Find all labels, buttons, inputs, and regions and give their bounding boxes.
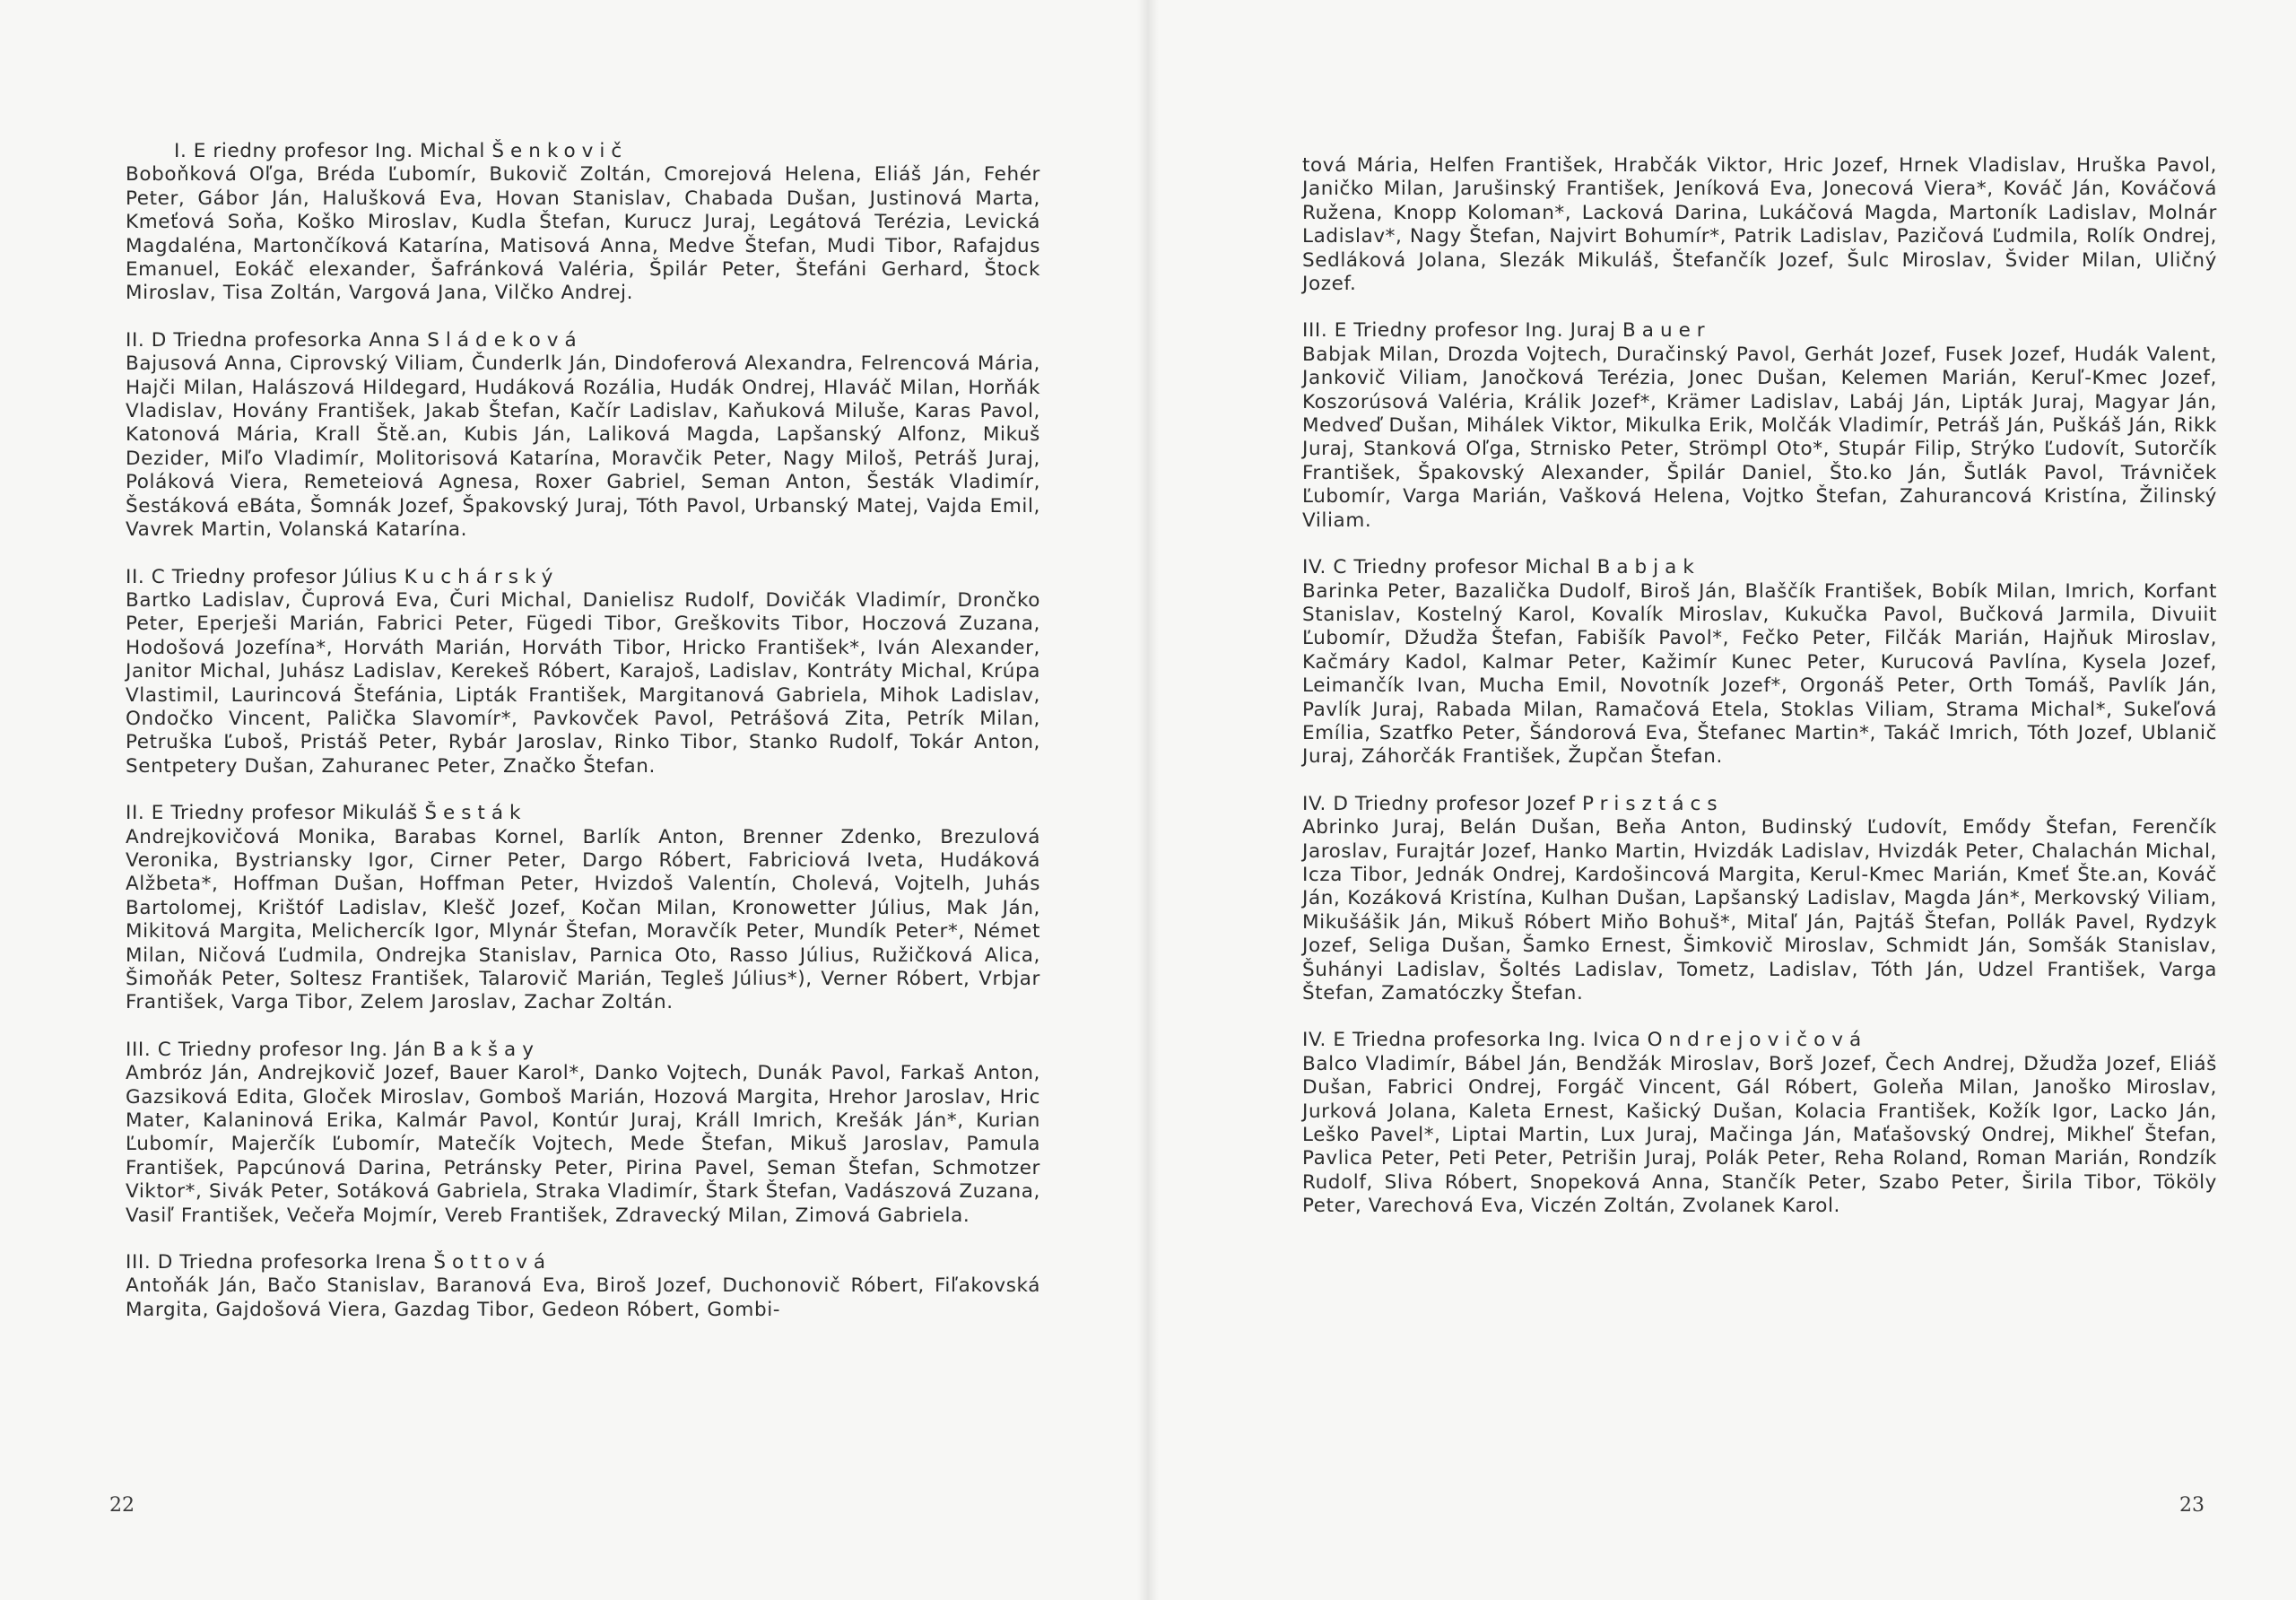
teacher-surname: Ondrejovičová (1647, 1029, 1868, 1052)
class-section (1302, 319, 2217, 533)
student-list: tová Mária, Helfen František, Hrabčák Viktor, Hric Jozef, Hrnek Vladislav, Hruška Pavol, Janičko Milan, Jarušinský František, Jeníková Eva, Jonecová Viera*, Kováč Ján, Kováčová Ružena, Knopp Koloman*, Lacková Darina, Lukáčová Magda, Martoník Ladislav, Molnár Ladislav*, Nagy Štefan, Najvirt Bohumír*, Patrik Ladislav, Pazičová Ľudmila, Rolík Ondrej, Sedláková Jolana, Slezák Mikuláš, Štefančík Jozef, Šulc Miroslav, Švider Milan, Uličný Jozef. (1302, 154, 2217, 296)
class-heading (1302, 319, 2217, 343)
student-list: Barinka Peter, Bazalička Dudolf, Biroš Ján, Blaščík František, Bobík Milan, Imrich, Korfant Stanislav, Kostelný Karol, Kovalík Miroslav, Kukučka Pavol, Bučková Jarmila, Divuiit Ľubomír, Džudža Štefan, Fabišík Pavol*, Fečko Peter, Filčák Marián, Hajňuk Miroslav, Kačmáry Kadol, Kalmar Peter, Kažimír Kunec Peter, Kurucová Pavlína, Kysela Jozef, Leimančík Ivan, Mucha Emil, Novotník Jozef*, Orgonáš Peter, Orth Tomáš, Pavlík Ján, Pavlík Juraj, Rabada Milan, Ramačová Etela, Stoklas Viliam, Strama Michal*, Sukeľová Emília, Szatfko Peter, Šándorová Eva, Štefanec Martin*, Takáč Imrich, Tóth Jozef, Ublanič Juraj, Záhorčák František, Župčan Štefan. (1302, 579, 2217, 769)
page-number: 23 (2179, 1494, 2205, 1517)
class-heading (1302, 556, 2217, 579)
teacher-surname: Bakšay (432, 1038, 540, 1061)
class-section (126, 140, 1040, 306)
teacher-surname: Šesták (424, 802, 527, 825)
class-heading (126, 1039, 1040, 1062)
student-list: Ambróz Ján, Andrejkovič Jozef, Bauer Karol*, Danko Vojtech, Dunák Pavol, Farkaš Anton, Gazsiková Edita, Gloček Miroslav, Gomboš Marián, Hozová Margita, Hrehor Jaroslav, Hric Mater, Kalaninová Erika, Kalmár Pavol, Kontúr Juraj, Králl Imrich, Krešák Ján*, Kurian Ľubomír, Majerčík Ľubomír, Matečík Vojtech, Mede Štefan, Mikuš Jaroslav, Pamula František, Papcúnová Darina, Petránsky Peter, Pirina Pavel, Seman Štefan, Schmotzer Viktor*, Sivák Peter, Sotáková Gabriela, Straka Vladimír, Štark Štefan, Vadászová Zuzana, Vasiľ František, Večeřa Mojmír, Vereb František, Zdravecký Milan, Zimová Gabriela. (126, 1062, 1040, 1227)
student-list: Bartko Ladislav, Čuprová Eva, Čuri Michal, Danielisz Rudolf, Dovičák Vladimír, Drončko Peter, Eperješi Marián, Fabrici Peter, Fügedi Tibor, Greškovits Tibor, Hoczová Zuzana, Hodošová Jozefína*, Horváth Marián, Horváth Tibor, Hricko František*, Iván Alexander, Janitor Michal, Juhász Ladislav, Kerekeš Róbert, Karajoš, Ladislav, Kontráty Michal, Krúpa Vlastimil, Laurincová Štefánia, Lipták František, Margitanová Gabriela, Mihok Ladislav, Ondočko Vincent, Palička Slavomír*, Pavkovček Pavol, Petrášová Zita, Petrík Milan, Petruška Ľuboš, Pristáš Peter, Rybár Jaroslav, Rinko Tibor, Stanko Rudolf, Tokár Anton, Sentpetery Dušan, Zahuranec Peter, Značko Štefan. (126, 588, 1040, 778)
class-teacher: III. C Triedny profesor Ing. Ján (126, 1038, 433, 1061)
class-section (126, 1251, 1040, 1322)
teacher-surname: Prisztács (1582, 792, 1724, 815)
student-list: Boboňková Oľga, Bréda Ľubomír, Bukovič Zoltán, Cmorejová Helena, Eliáš Ján, Fehér Peter, Gábor Ján, Halušková Eva, Hovan Stanislav, Chabada Dušan, Justinová Marta, Kmeťová Soňa, Koško Miroslav, Kudla Štefan, Kurucz Juraj, Legátová Terézia, Levická Magdaléna, Martončíková Katarína, Matisová Anna, Medve Štefan, Mudi Tibor, Rafajdus Emanuel, Eokáč elexander, Šafránková Valéria, Špilár Peter, Štefáni Gerhard, Štock Miroslav, Tisa Zoltán, Vargová Jana, Vilčko Andrej. (126, 163, 1040, 305)
class-heading (126, 140, 1040, 163)
teacher-surname: Kuchárský (404, 565, 560, 588)
student-list: Balco Vladimír, Bábel Ján, Bendžák Miroslav, Borš Jozef, Čech Andrej, Džudža Jozef, Eliáš Dušan, Fabrici Ondrej, Forgáč Vincent, Gál Róbert, Goleňa Milan, Janoško Miroslav, Jurková Jolana, Kaleta Ernest, Kašický Dušan, Kolacia František, Kožík Igor, Lacko Ján, Leško Pavel*, Liptai Martin, Lux Juraj, Mačinga Ján, Maťašovský Ondrej, Mikheľ Štefan, Pavlica Peter, Peti Peter, Petrišin Juraj, Polák Peter, Reha Roland, Roman Marián, Rondzík Rudolf, Sliva Róbert, Snopeková Anna, Stančík Peter, Szabo Peter, Širila Tibor, Tököly Peter, Varechová Eva, Viczén Zoltán, Zvolanek Karol. (1302, 1052, 2217, 1218)
teacher-surname: Sládeková (427, 328, 583, 352)
class-heading (126, 1251, 1040, 1274)
right-page-column (1302, 154, 2217, 1242)
class-heading (1302, 793, 2217, 816)
class-teacher: IV. E Triedna profesorka Ing. Ivica (1302, 1029, 1648, 1052)
student-list: Antoňák Ján, Bačo Stanislav, Baranová Eva, Biroš Jozef, Duchonovič Róbert, Fiľakovská Margita, Gajdošová Viera, Gazdag Tibor, Gedeon Róbert, Gombi- (126, 1274, 1040, 1321)
left-page-column (126, 140, 1040, 1345)
class-teacher: IV. D Triedny profesor Jozef (1302, 792, 1582, 815)
teacher-surname: Šenkovič (491, 140, 629, 162)
class-teacher: IV. C Triedny profesor Michal (1302, 556, 1597, 579)
class-section-continued (1302, 154, 2217, 296)
class-heading (126, 566, 1040, 589)
right-page (1148, 0, 2296, 1600)
class-teacher: III. E Triedny profesor Ing. Juraj (1302, 319, 1623, 343)
class-section (1302, 793, 2217, 1006)
book-gutter (1137, 0, 1159, 1600)
class-heading (126, 802, 1040, 825)
class-heading (126, 329, 1040, 352)
class-teacher: II. E Triedny profesor Mikuláš (126, 802, 425, 825)
class-section (1302, 1029, 2217, 1218)
teacher-surname: Bauer (1622, 319, 1711, 343)
class-section (126, 1039, 1040, 1228)
teacher-surname: Babjak (1596, 556, 1700, 579)
student-list: Abrinko Juraj, Belán Dušan, Beňa Anton, Budinský Ľudovít, Emődy Štefan, Ferenčík Jaroslav, Furajtár Jozef, Hanko Martin, Hvizdák Ladislav, Hvizdák Peter, Chalachán Michal, Icza Tibor, Jednák Ondrej, Kardošincová Margita, Kerul-Kmec Marián, Kmeť Šte.an, Kováč Ján, Kozáková Kristína, Kulhan Dušan, Lapšanský Ladislav, Magda Ján*, Merkovský Viliam, Mikušášik Ján, Mikuš Róbert Miňo Bohuš*, Mitaľ Ján, Pajtáš Štefan, Pollák Pavel, Rydzyk Jozef, Seliga Dušan, Šamko Ernest, Šimkovič Miroslav, Schmidt Ján, Somšák Stanislav, Šuhányi Ladislav, Šoltés Ladislav, Tometz, Ladislav, Tóth Ján, Udzel František, Varga Štefan, Zamatóczky Štefan. (1302, 816, 2217, 1004)
page-number: 22 (109, 1494, 135, 1517)
class-heading (1302, 1029, 2217, 1052)
student-list: Andrejkovičová Monika, Barabas Kornel, Barlík Anton, Brenner Zdenko, Brezulová Veronika, Bystriansky Igor, Cirner Peter, Dargo Róbert, Fabriciová Iveta, Hudáková Alžbeta*, Hoffman Dušan, Hoffman Peter, Hvizdoš Valentín, Cholevá, Vojtelh, Juhás Bartolomej, Krištóf Ladislav, Klešč Jozef, Kočan Milan, Kronowetter Július, Mak Ján, Mikitová Margita, Melichercík Igor, Mlynár Štefan, Moravčík Peter, Mundík Peter*, Német Milan, Ničová Ľudmila, Ondrejka Stanislav, Parnica Oto, Rasso Július, Ružičková Alica, Šimoňák Peter, Soltesz František, Talarovič Marián, Tegleš Július*), Verner Róbert, Vrbjar František, Varga Tibor, Zelem Jaroslav, Zachar Zoltán. (126, 825, 1040, 1014)
class-section (126, 802, 1040, 1015)
class-section (126, 566, 1040, 779)
class-teacher: I. E riedny profesor Ing. Michal (174, 140, 492, 162)
student-list: Bajusová Anna, Ciprovský Viliam, Čunderlk Ján, Dindoferová Alexandra, Felrencová Mária, Hajči Milan, Halászová Hildegard, Hudáková Rozália, Hudák Ondrej, Hlaváč Milan, Horňák Vladislav, Hovány František, Jakab Štefan, Kačír Ladislav, Kaňuková Miluše, Karas Pavol, Katonová Mária, Krall Ště.an, Kubis Ján, Laliková Magda, Lapšanský Alfonz, Mikuš Dezider, Miľo Vladimír, Molitorisová Katarína, Moravčik Peter, Nagy Miloš, Petráš Juraj, Poláková Viera, Remeteiová Agnesa, Roxer Gabriel, Seman Anton, Šesták Vladimír, Šestáková eBáta, Šomnák Jozef, Špakovský Juraj, Tóth Pavol, Urbanský Matej, Vajda Emil, Vavrek Martin, Volanská Katarína. (126, 352, 1040, 542)
class-teacher: II. C Triedny profesor Július (126, 565, 404, 588)
teacher-surname: Šottová (433, 1251, 552, 1274)
student-list: Babjak Milan, Drozda Vojtech, Duračinský Pavol, Gerhát Jozef, Fusek Jozef, Hudák Valent, Jankovič Viliam, Janočková Terézia, Jonec Dušan, Kelemen Marián, Keruľ-Kmec Jozef, Koszorúsová Valéria, Králik Jozef*, Krämer Ladislav, Labáj Ján, Lipták Juraj, Magyar Ján, Medveď Dušan, Mihálek Viktor, Mikulka Erik, Molčák Vladimír, Petráš Ján, Puškáš Ján, Rikk Juraj, Stanková Oľga, Strnisko Peter, Strömpl Oto*, Stupár Filip, Strýko Ľudovít, Sutorčík František, Špakovský Alexander, Špilár Daniel, Što.ko Ján, Šutlák Pavol, Trávniček Ľubomír, Varga Marián, Vašková Helena, Vojtko Štefan, Zahurancová Kristína, Žilinský Viliam. (1302, 343, 2217, 532)
class-teacher: II. D Triedna profesorka Anna (126, 328, 428, 352)
class-section (1302, 556, 2217, 770)
class-section (126, 329, 1040, 543)
class-teacher: III. D Triedna profesorka Irena (126, 1251, 434, 1274)
